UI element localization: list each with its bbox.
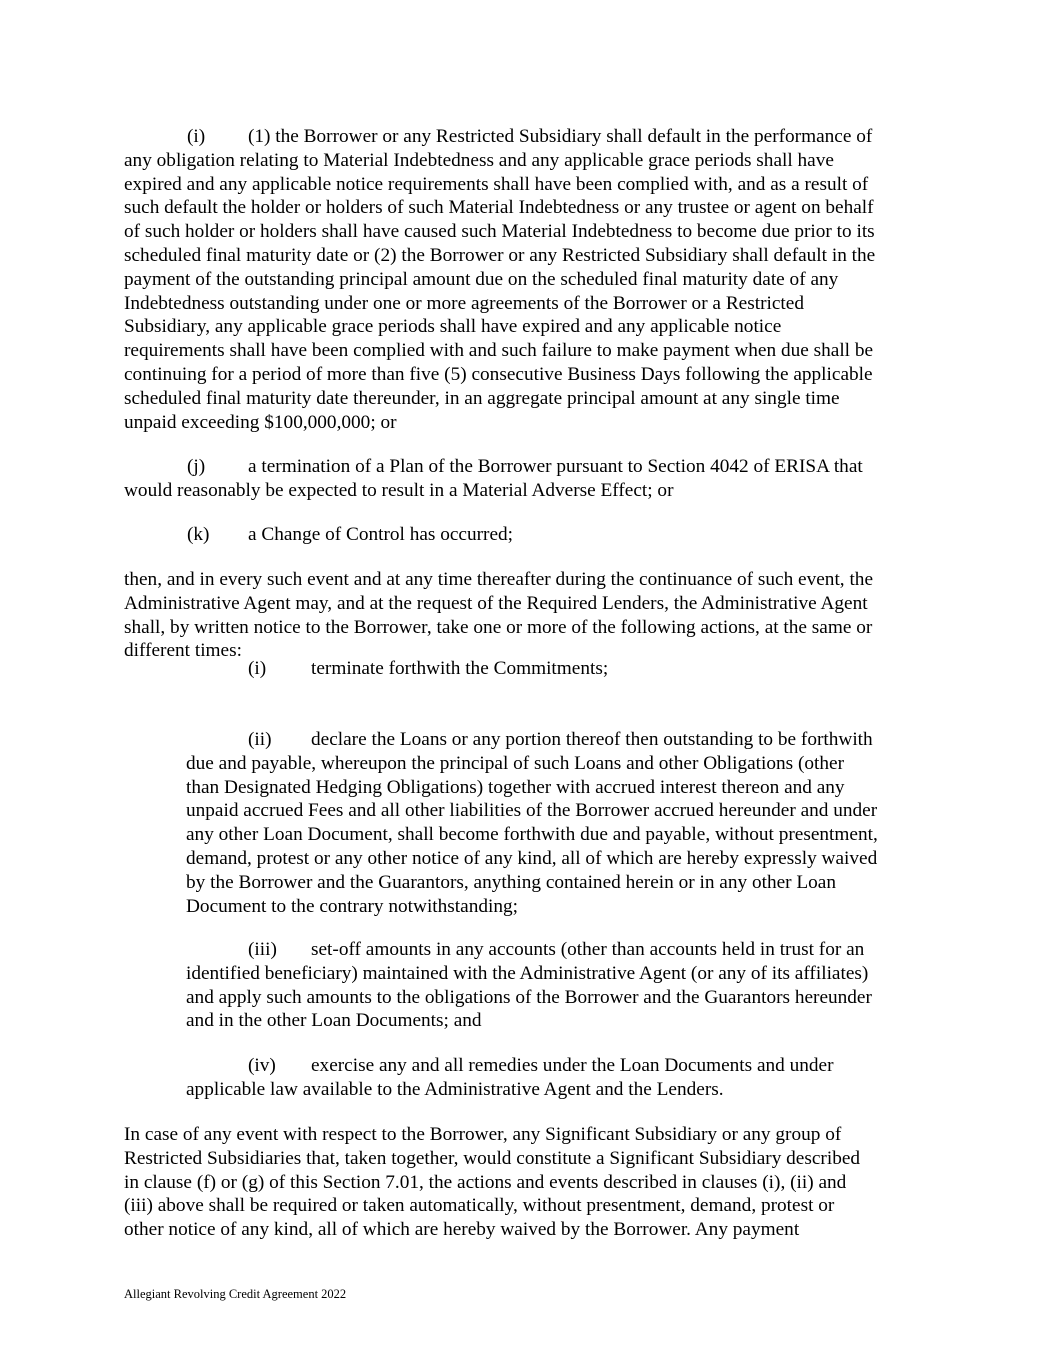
then-paragraph (0, 568, 874, 663)
text-line: terminate forthwith the Commitments; (311, 658, 609, 679)
text-line: exercise any and all remedies under the Loan Documents and under (311, 1055, 834, 1076)
text-line: requirements shall have been complied with and such failure to make payment when due shall be (124, 340, 874, 362)
text-line: (1) the Borrower or any Restricted Subsidiary shall default in the performance of (248, 126, 873, 147)
text-line: such default the holder or holders of such Material Indebtedness or any trustee or agent on behalf (124, 197, 874, 219)
text-line: expired and any applicable notice requirements shall have been complied with, and as a result of (124, 173, 869, 195)
text-line: of such holder or holders shall have caused such Material Indebtedness to become due prior to its (124, 221, 875, 243)
text-line: different times: (124, 640, 242, 662)
text-line: unpaid accrued Fees and all other liabilities of the Borrower accrued hereunder and under (186, 800, 878, 822)
text-line: by the Borrower and the Guarantors, anything contained herein or in any other Loan (186, 871, 836, 893)
text-line: and in the other Loan Documents; and (186, 1010, 482, 1032)
clause-k (0, 523, 514, 547)
text-line: continuing for a period of more than five (5) consecutive Business Days following the applicable (124, 363, 873, 385)
clause-label: (j) (187, 456, 206, 477)
clause-label: (iv) (248, 1055, 276, 1076)
clause-label: (ii) (248, 729, 272, 750)
action-i (0, 657, 609, 681)
text-line: any obligation relating to Material Indebtedness and any applicable grace periods shall have (124, 149, 834, 171)
text-line: than Designated Hedging Obligations) together with accrued interest thereon and any (186, 776, 845, 798)
text-line: demand, protest or any other notice of any kind, all of which are hereby expressly waived (186, 847, 878, 869)
clause-label: (i) (248, 658, 267, 679)
text-line: unpaid exceeding $100,000,000; or (124, 411, 397, 433)
text-line: Restricted Subsidiaries that, taken together, would constitute a Significant Subsidiary described (124, 1147, 861, 1169)
text-line: due and payable, whereupon the principal of such Loans and other Obligations (other (186, 752, 845, 774)
text-line: set-off amounts in any accounts (other than accounts held in trust for an (311, 939, 865, 960)
action-iii (0, 938, 872, 1033)
text-line: declare the Loans or any portion thereof then outstanding to be forthwith (311, 729, 873, 750)
text-line: Subsidiary, any applicable grace periods shall have expired and any applicable notice (124, 316, 782, 338)
text-line: shall, by written notice to the Borrower, take one or more of the following actions, at the same or (124, 616, 873, 638)
text-line: would reasonably be expected to result in a Material Adverse Effect; or (124, 479, 674, 501)
text-line: scheduled final maturity date or (2) the Borrower or any Restricted Subsidiary shall default in the (124, 244, 876, 266)
clause-j (0, 455, 863, 503)
text-line: (iii) above shall be required or taken automatically, without presentment, demand, protest or (124, 1195, 835, 1217)
text-line: payment of the outstanding principal amount due on the scheduled final maturity date of any (124, 268, 839, 290)
action-ii (0, 728, 878, 918)
clause-label: (iii) (248, 939, 277, 960)
text-line: a Change of Control has occurred; (248, 524, 514, 545)
text-line: then, and in every such event and at any time thereafter during the continuance of such event, the (124, 569, 874, 590)
text-line: a termination of a Plan of the Borrower pursuant to Section 4042 of ERISA that (248, 456, 863, 477)
clause-i (0, 125, 876, 434)
text-line: and apply such amounts to the obligations of the Borrower and the Guarantors hereunder (186, 986, 872, 1008)
text-line: identified beneficiary) maintained with the Administrative Agent (or any of its affiliates) (186, 962, 869, 984)
text-line: Document to the contrary notwithstanding; (186, 895, 518, 917)
text-line: any other Loan Document, shall become forthwith due and payable, without presentment, (186, 824, 878, 846)
clause-label: (k) (187, 524, 210, 545)
in-case-paragraph (0, 1123, 861, 1242)
page-footer: Allegiant Revolving Credit Agreement 2022 (124, 1287, 347, 1301)
text-line: other notice of any kind, all of which are hereby waived by the Borrower. Any payment (124, 1219, 800, 1241)
action-iv (0, 1054, 834, 1102)
text-line: Administrative Agent may, and at the request of the Required Lenders, the Administrative Agent (124, 592, 868, 614)
clause-label: (i) (187, 126, 206, 147)
text-line: In case of any event with respect to the Borrower, any Significant Subsidiary or any group of (124, 1124, 842, 1145)
text-line: scheduled final maturity date thereunder, in an aggregate principal amount at any single time (124, 387, 840, 409)
text-line: Indebtedness outstanding under one or more agreements of the Borrower or a Restricted (124, 292, 804, 314)
text-line: in clause (f) or (g) of this Section 7.01, the actions and events described in clauses (i), (ii) and (124, 1171, 847, 1193)
text-line: applicable law available to the Administrative Agent and the Lenders. (186, 1078, 724, 1100)
